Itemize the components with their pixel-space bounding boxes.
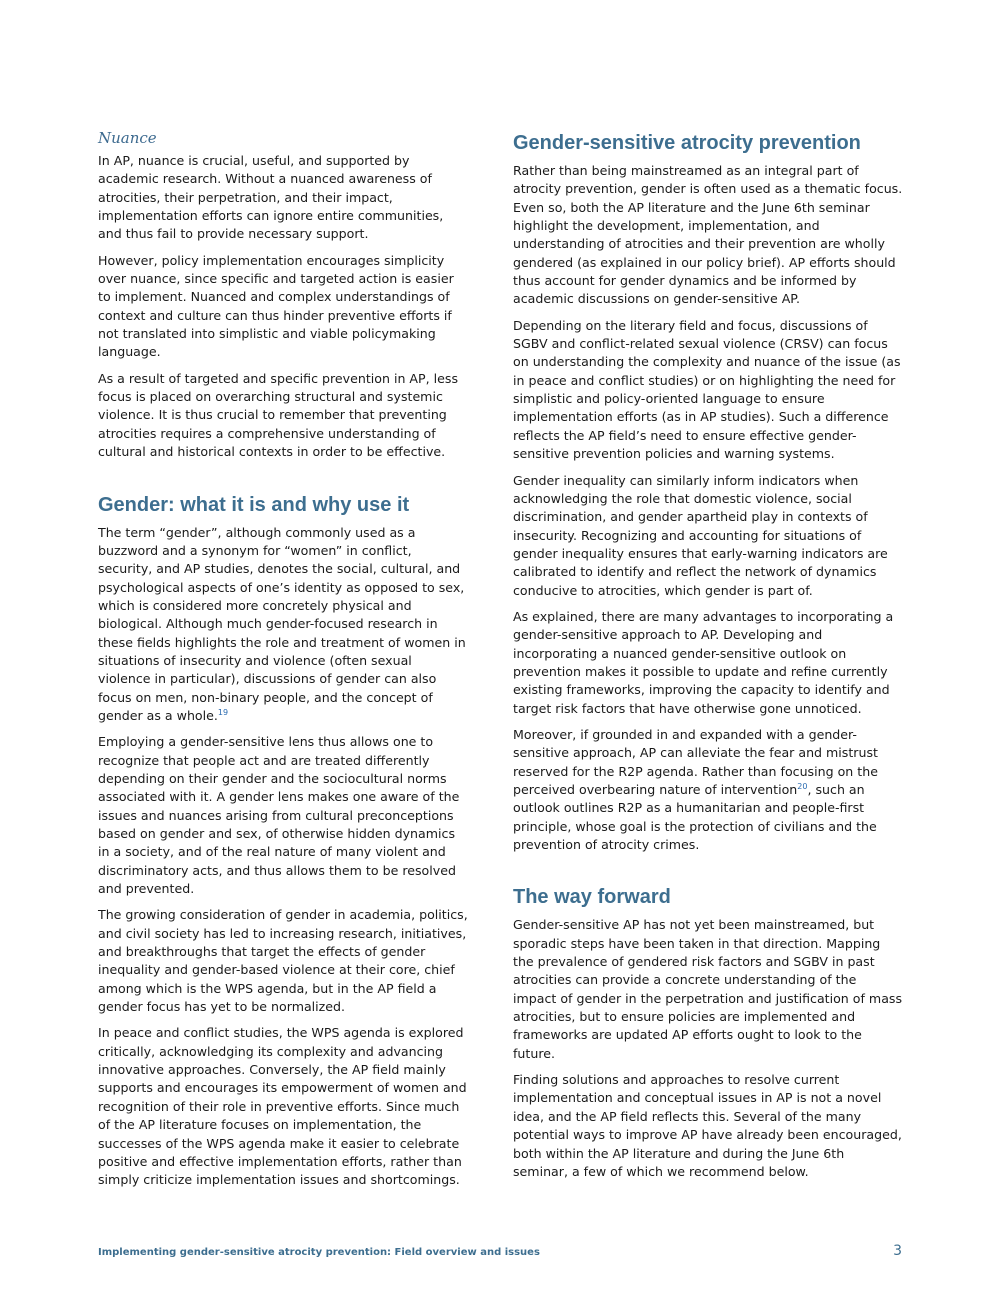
gsap-heading: Gender-sensitive atrocity prevention <box>513 132 861 154</box>
footnote-ref-19[interactable]: 19 <box>217 707 229 717</box>
gender-heading: Gender: what it is and why use it <box>98 493 410 516</box>
paragraph: As a result of targeted and specific prevention in AP, less focus is placed on overarching structural and systemic violence. It is thus crucial to remember that preventing atrocities requires a comprehensive understanding of cultural and historical contexts in order to be effective. <box>98 370 459 460</box>
paragraph: Finding solutions and approaches to resolve current implementation and conceptual issues in AP is not a novel idea, and the AP field reflects this. Several of the many potential ways to improve AP have already been encouraged, both within the AP literature and during the June 6th seminar, a few of which we recommend below. <box>513 1072 902 1179</box>
paragraph-text: , such an outlook outlines R2P as a humanitarian and people-first principle, whose goal is the protection of civilians and the prevention of atrocity crimes. <box>513 782 877 853</box>
paragraph: As explained, there are many advantages to incorporating a gender-sensitive approach to AP. Developing and incorporating a nuanced gender-sensitive outlook on prevention makes it possible to update and refine currently existing frameworks, improving the capacity to identify and target risk factors that have otherwise gone unnoticed. <box>513 608 894 716</box>
paragraph: In peace and conflict studies, the WPS agenda is explored critically, acknowledging its complexity and advancing innovative approaches. Conversely, the AP field mainly supports and encourages its empowerment of women and recognition of their role in preventive efforts. Since much of the AP literature focuses on implementation, the successes of the WPS agenda make it easier to celebrate positive and effective implementation efforts, rather than simply criticize implementation issues and shortcomings. <box>98 1025 467 1188</box>
paragraph: Employing a gender-sensitive lens thus allows one to recognize that people act and are treated differently depending on their gender and the sociocultural norms associated with it. A gender lens makes one aware of the issues and nuances arising from cultural preconceptions based on gender and sex, of otherwise hidden dynamics in a society, and of the real nature of many violent and discriminatory acts, and thus allows them to be resolved and prevented. <box>98 734 460 897</box>
paragraph-text: The term “gender”, although commonly used as a buzzword and a synonym for “women” in conflict, security, and AP studies, denotes the social, cultural, and psychological aspects of one’s identity as opposed to sex, which is considered more concretely physical and biological. Although much gender-focused research in these fields highlights the role and treatment of women in situations of insecurity and violence (often sexual violence in particular), discussions of gender can also focus on men, non-binary people, and the concept of gender as a whole. <box>98 524 466 723</box>
right-column <box>513 130 903 1189</box>
paragraph-text: Moreover, if grounded in and expanded with a gender-sensitive approach, AP can alleviate the fear and mistrust reserved for the R2P agenda. Rather than focusing on the perceived overbearing nature of intervention <box>513 726 878 797</box>
footer-title: Implementing gender-sensitive atrocity prevention: Field overview and issues <box>98 1247 540 1258</box>
paragraph: Gender-sensitive AP has not yet been mainstreamed, but sporadic steps have been taken in that direction. Mapping the prevalence of gendered risk factors and SGBV in past atrocities can provide a concrete understanding of the impact of gender in the perpetration and justification of mass atrocities, but to ensure policies are implemented and frameworks are updated AP efforts ought to look to the future. <box>513 917 903 1061</box>
paragraph: Depending on the literary field and focus, discussions of SGBV and conflict-related sexual violence (CRSV) can focus on understanding the complexity and nuance of the issue (as in peace and conflict studies) or on highlighting the need for simplistic and policy-oriented language to ensure implementation efforts (as in AP studies). Such a difference reflects the AP field’s need to ensure effective gender-sensitive prevention policies and warning systems. <box>513 317 901 462</box>
paragraph: However, policy implementation encourages simplicity over nuance, since specific and targeted action is easier to implement. Nuanced and complex understandings of context and culture can thus hinder preventive efforts if not translated into simplistic and viable policymaking language. <box>98 252 454 360</box>
paragraph: Rather than being mainstreamed as an integral part of atrocity prevention, gender is often used as a thematic focus. Even so, both the AP literature and the June 6th seminar highlight the development, implementation, and understanding of atrocities and their prevention are wholly gendered (as explained in our policy brief). AP efforts should thus account for gender dynamics and be informed by academic discussions on gender-sensitive AP. <box>513 163 903 307</box>
page-footer <box>98 1243 902 1259</box>
paragraph: In AP, nuance is crucial, useful, and supported by academic research. Without a nuanced awareness of atrocities, their perpetration, and their impact, implementation efforts can ignore entire communities, and thus fail to provide necessary support. <box>98 153 444 242</box>
page-number: 3 <box>893 1243 902 1259</box>
footnote-ref-20[interactable]: 20 <box>797 781 808 791</box>
paragraph <box>98 524 468 726</box>
paragraph <box>513 726 903 854</box>
paragraph: The growing consideration of gender in academia, politics, and civil society has led to increasing research, initiatives, and breakthroughs that target the effects of gender inequality and gender-based violence at their core, chief among which is the WPS agenda, but in the AP field a gender focus has yet to be normalized. <box>98 907 468 1015</box>
left-column <box>98 128 468 1198</box>
nuance-heading: Nuance <box>98 129 157 147</box>
way-forward-heading: The way forward <box>513 886 671 909</box>
paragraph: Gender inequality can similarly inform indicators when acknowledging the role that domestic violence, social discrimination, and gender apartheid play in contexts of insecurity. Recognizing and accounting for situations of gender inequality ensures that early-warning indicators are calibrated to identify and reflect the network of dynamics conducive to atrocities, which gender is part of. <box>513 472 888 598</box>
